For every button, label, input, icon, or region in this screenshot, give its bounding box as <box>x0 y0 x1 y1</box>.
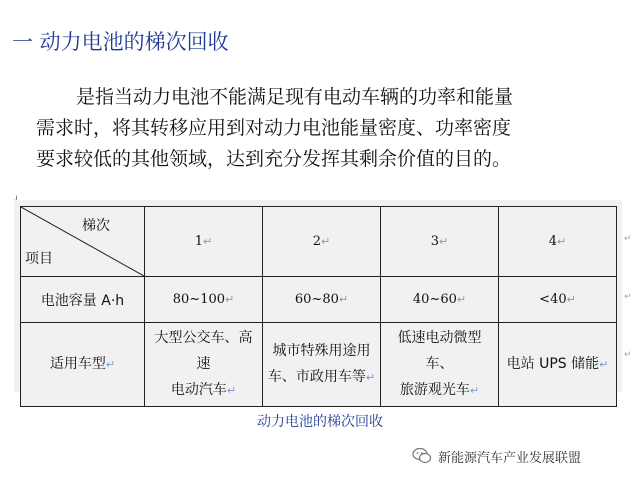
wechat-icon <box>412 447 432 465</box>
cascade-table <box>20 206 617 407</box>
paragraph-line-3: 要求较低的其他领域，达到充分发挥其剩余价值的目的。 <box>36 148 512 170</box>
diagonal-header-cell <box>21 207 145 277</box>
table-row-capacity <box>21 277 617 323</box>
header-item-label: 项目 <box>25 251 53 267</box>
header-tier-label: 梯次 <box>82 218 110 234</box>
row-end-mark: ↵ <box>624 350 632 360</box>
row-end-mark: ↵ <box>624 292 632 302</box>
table-cell: 城市特殊用途用 车、市政用车等↵ <box>263 323 381 407</box>
row-end-mark: ↵ <box>624 234 632 244</box>
row-label-capacity: 电池容量 A·h <box>21 277 145 323</box>
table-cell: <40↵ <box>499 277 617 323</box>
column-header-2: 2↵ <box>263 207 381 277</box>
column-header-4: 4↵ <box>499 207 617 277</box>
row-label-vehicle: 适用车型↵ <box>21 323 145 407</box>
table-cell: 60~80↵ <box>263 277 381 323</box>
slide-title: 一 动力电池的梯次回收 <box>12 30 229 54</box>
column-header-1: 1↵ <box>145 207 263 277</box>
table-cell: 80~100↵ <box>145 277 263 323</box>
table-cell: 电站 UPS 储能↵ <box>499 323 617 407</box>
table-row-vehicle <box>21 323 617 407</box>
table-cell: 低速电动微型车、 旅游观光车↵ <box>381 323 499 407</box>
table-cell: 40~60↵ <box>381 277 499 323</box>
paragraph-line-1: 是指当动力电池不能满足现有电动车辆的功率和能量 <box>76 86 514 108</box>
table-cell: 大型公交车、高速 电动汽车↵ <box>145 323 263 407</box>
table-caption: 动力电池的梯次回收 <box>257 414 383 430</box>
table-header-row <box>21 207 617 277</box>
paragraph-line-2: 需求时，将其转移应用到对动力电池能量密度、功率密度 <box>36 117 512 139</box>
watermark <box>412 446 581 466</box>
watermark-text: 新能源汽车产业发展联盟 <box>438 450 582 466</box>
column-header-3: 3↵ <box>381 207 499 277</box>
table-container <box>14 200 622 398</box>
body-paragraph <box>36 82 616 175</box>
